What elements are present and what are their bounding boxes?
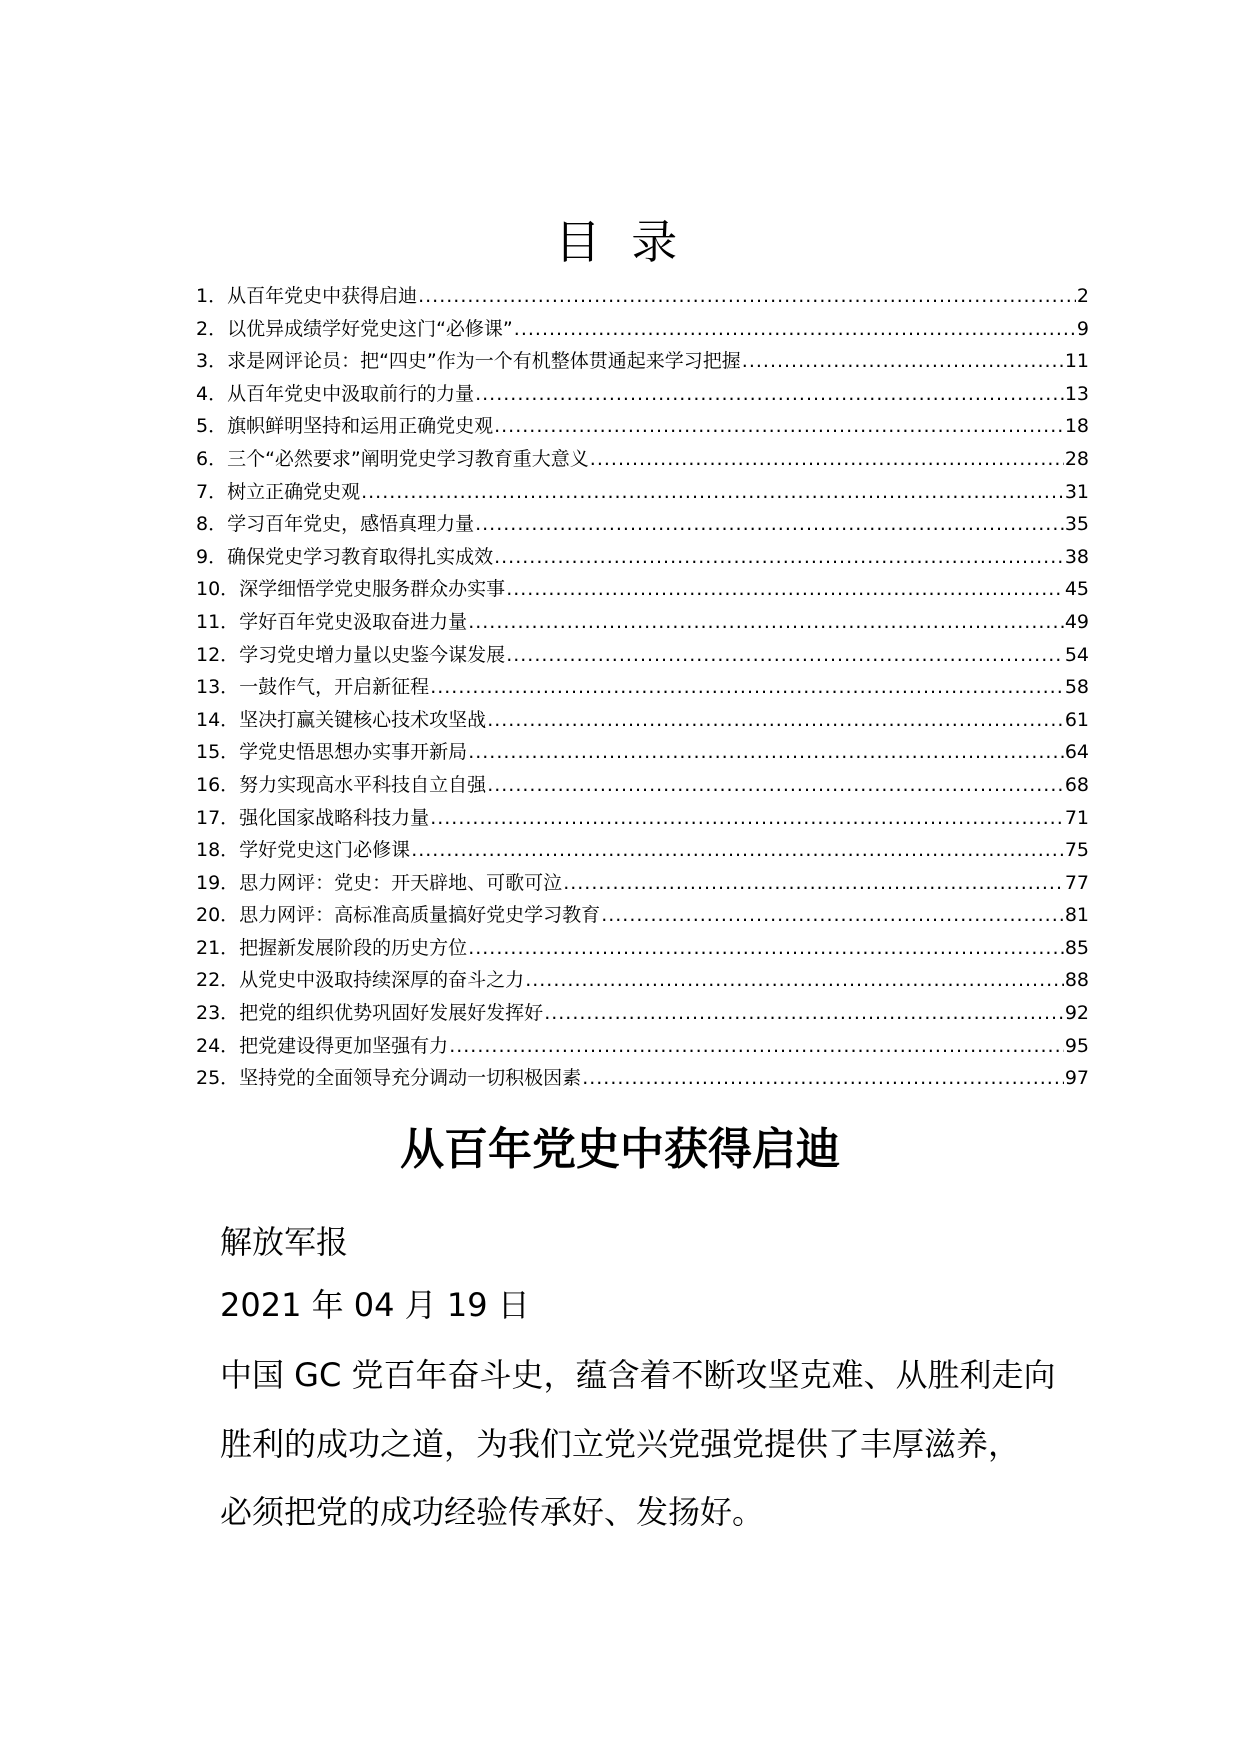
toc-entry-page: 13 [1064, 382, 1089, 405]
toc-entry-label: 18．学好党史这门必修课 [196, 839, 411, 862]
toc-entry-label: 20．思力网评：高标准高质量搞好党史学习教育 [196, 904, 601, 927]
toc-entry[interactable] [196, 313, 1089, 346]
article-paragraph-line: 必须把党的成功经验传承好、发扬好。 [220, 1493, 765, 1531]
toc-dot-leader [514, 313, 1076, 346]
toc-entry-page: 68 [1064, 773, 1089, 796]
toc-entry[interactable] [196, 932, 1089, 965]
toc-entry-page: 71 [1064, 806, 1089, 829]
article-date: 2021 年 04 月 19 日 [220, 1286, 530, 1324]
toc-entry[interactable] [196, 964, 1089, 997]
toc-entry[interactable] [196, 704, 1089, 737]
toc-entry-page: 58 [1064, 676, 1089, 699]
toc-dot-leader [468, 932, 1064, 965]
toc-dot-leader [563, 867, 1064, 900]
toc-dot-leader [590, 443, 1064, 476]
toc-entry-page: 95 [1064, 1034, 1089, 1057]
toc-entry-label: 5．旗帜鲜明坚持和运用正确党史观 [196, 415, 494, 438]
toc-entry-page: 2 [1076, 285, 1089, 307]
toc-entry[interactable] [196, 410, 1089, 443]
toc-dot-leader [418, 280, 1076, 313]
toc-entry-label: 19．思力网评：党史：开天辟地、可歌可泣 [196, 871, 563, 894]
article-source: 解放军报 [220, 1223, 349, 1261]
toc-entry-page: 75 [1064, 839, 1089, 862]
toc-entry-label: 24．把党建设得更加坚强有力 [196, 1034, 449, 1057]
toc-entry-label: 1．从百年党史中获得启迪 [196, 285, 418, 307]
toc-entry[interactable] [196, 280, 1089, 313]
toc-entry-label: 15．学党史悟思想办实事开新局 [196, 741, 468, 764]
toc-entry[interactable] [196, 345, 1089, 378]
toc-dot-leader [487, 769, 1064, 802]
toc-entry-label: 10．深学细悟学党史服务群众办实事 [196, 578, 506, 601]
toc-entry-page: 92 [1064, 1002, 1089, 1025]
toc-entry[interactable] [196, 1030, 1089, 1063]
toc-entry-label: 25．坚持党的全面领导充分调动一切积极因素 [196, 1067, 582, 1090]
toc-dot-leader [430, 671, 1064, 704]
toc-dot-leader [494, 410, 1064, 443]
toc-entry-label: 17．强化国家战略科技力量 [196, 806, 430, 829]
toc-dot-leader [475, 378, 1064, 411]
toc-entry-label: 12．学习党史增力量以史鉴今谋发展 [196, 643, 506, 666]
toc-dot-leader [475, 508, 1064, 541]
toc-entry-page: 45 [1064, 578, 1089, 601]
toc-entry-label: 13．一鼓作气，开启新征程 [196, 676, 430, 699]
toc-entry-label: 8．学习百年党史，感悟真理力量 [196, 513, 475, 536]
toc-entry-label: 21．把握新发展阶段的历史方位 [196, 936, 468, 959]
toc-entry[interactable] [196, 573, 1089, 606]
toc-entry-label: 16．努力实现高水平科技自立自强 [196, 773, 487, 796]
toc-entry-page: 77 [1064, 871, 1089, 894]
toc-entry-label: 2．以优异成绩学好党史这门“必修课” [196, 317, 513, 340]
toc-entry[interactable] [196, 476, 1089, 509]
toc-entry-page: 38 [1064, 545, 1089, 568]
toc-dot-leader [468, 736, 1064, 769]
toc-entry-page: 85 [1064, 936, 1089, 959]
toc-entry-label: 6．三个“必然要求”阐明党史学习教育重大意义 [196, 447, 589, 470]
toc-entry-label: 9．确保党史学习教育取得扎实成效 [196, 545, 494, 568]
toc-entry-page: 18 [1064, 415, 1089, 438]
toc-entry-page: 61 [1064, 708, 1089, 731]
toc-entry[interactable] [196, 443, 1089, 476]
toc-dot-leader [506, 573, 1064, 606]
toc-entry-label: 22．从党史中汲取持续深厚的奋斗之力 [196, 969, 525, 992]
toc-dot-leader [544, 997, 1064, 1030]
toc-entry[interactable] [196, 1062, 1089, 1095]
article-paragraph-line: 中国 GC 党百年奋斗史，蕴含着不断攻坚克难、从胜利走向 [220, 1356, 1056, 1394]
toc-entry-label: 3．求是网评论员：把“四史”作为一个有机整体贯通起来学习把握 [196, 350, 741, 373]
toc-entry-page: 49 [1064, 610, 1089, 633]
toc-entry-page: 11 [1064, 350, 1089, 373]
toc-entry[interactable] [196, 606, 1089, 639]
toc-entry-page: 64 [1064, 741, 1089, 764]
toc-entry[interactable] [196, 867, 1089, 900]
toc-entry[interactable] [196, 997, 1089, 1030]
toc-entry[interactable] [196, 899, 1089, 932]
toc-dot-leader [601, 899, 1064, 932]
toc-entry[interactable] [196, 541, 1089, 574]
toc-entry-label: 11．学好百年党史汲取奋进力量 [196, 610, 468, 633]
toc-entry-page: 31 [1064, 480, 1089, 503]
toc-entry[interactable] [196, 769, 1089, 802]
toc-entry[interactable] [196, 671, 1089, 704]
toc-dot-leader [430, 802, 1064, 835]
toc-entry-label: 4．从百年党史中汲取前行的力量 [196, 382, 475, 405]
toc-title: 目 录 [554, 215, 686, 269]
toc-entry[interactable] [196, 378, 1089, 411]
toc-dot-leader [361, 476, 1064, 509]
toc-entry-page: 97 [1064, 1067, 1089, 1090]
toc-dot-leader [742, 345, 1064, 378]
table-of-contents [196, 280, 1089, 1095]
toc-entry-page: 28 [1064, 447, 1089, 470]
toc-dot-leader [525, 964, 1064, 997]
toc-dot-leader [506, 639, 1064, 672]
toc-dot-leader [411, 834, 1064, 867]
toc-entry[interactable] [196, 834, 1089, 867]
toc-dot-leader [582, 1062, 1064, 1095]
toc-entry-page: 88 [1064, 969, 1089, 992]
toc-dot-leader [449, 1030, 1064, 1063]
toc-dot-leader [487, 704, 1064, 737]
toc-entry-page: 54 [1064, 643, 1089, 666]
toc-entry-label: 14．坚决打赢关键核心技术攻坚战 [196, 708, 487, 731]
toc-entry-page: 81 [1064, 904, 1089, 927]
toc-entry[interactable] [196, 736, 1089, 769]
toc-entry[interactable] [196, 508, 1089, 541]
article-title: 从百年党史中获得启迪 [400, 1124, 840, 1175]
toc-entry-page: 9 [1076, 317, 1089, 340]
toc-dot-leader [468, 606, 1064, 639]
toc-entry[interactable] [196, 639, 1089, 672]
toc-entry[interactable] [196, 802, 1089, 835]
toc-entry-page: 35 [1064, 513, 1089, 536]
toc-entry-label: 7．树立正确党史观 [196, 480, 361, 503]
article-paragraph-line: 胜利的成功之道，为我们立党兴党强党提供了丰厚滋养， [220, 1425, 1021, 1463]
toc-entry-label: 23．把党的组织优势巩固好发展好发挥好 [196, 1002, 544, 1025]
toc-dot-leader [494, 541, 1064, 574]
